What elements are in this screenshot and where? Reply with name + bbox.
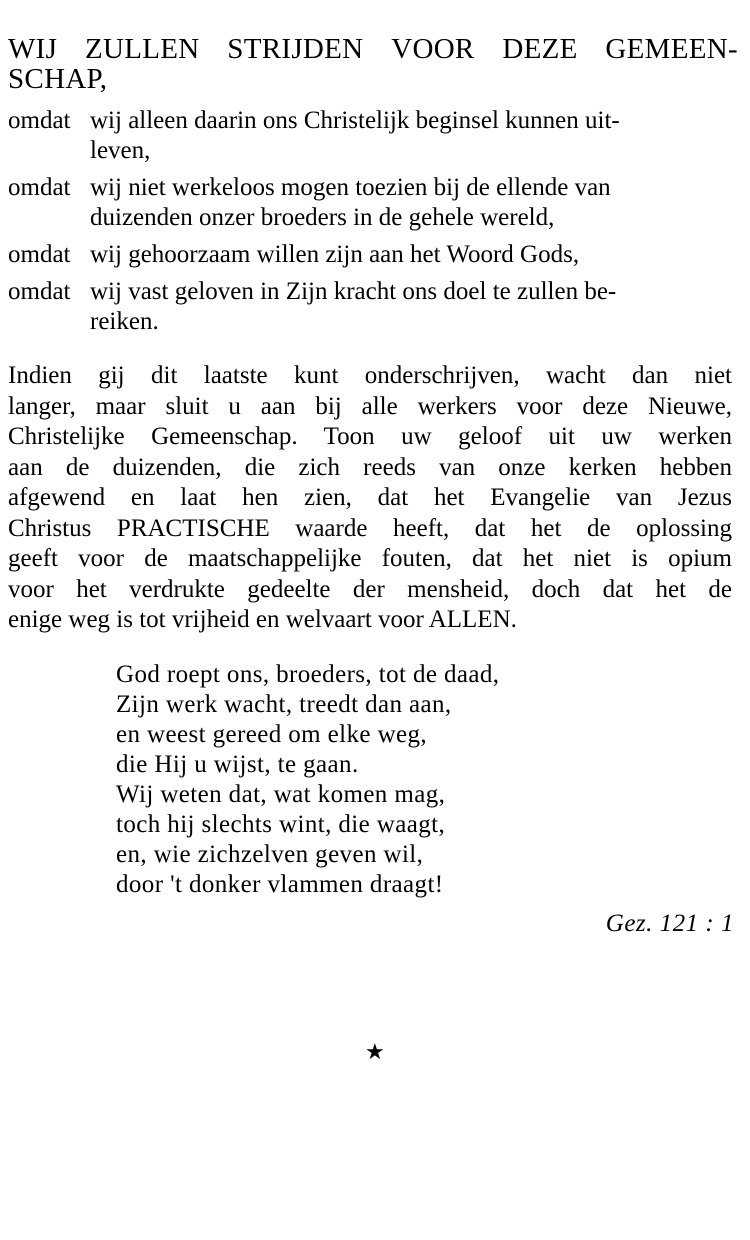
verse-line: en, wie zichzelven geven wil,	[116, 841, 424, 868]
verse-line: door 't donker vlammen draagt!	[116, 871, 444, 898]
reason-text	[90, 277, 734, 337]
paragraph-line: langer, maar sluit u aan bij alle werkers voor deze Nieuwe,	[8, 392, 732, 420]
reason-item	[8, 277, 734, 337]
heading-line-2: SCHAP,	[8, 63, 108, 95]
reason-keyword: omdat	[8, 174, 71, 201]
heading	[8, 34, 738, 94]
body-paragraph	[8, 361, 732, 636]
heading-word: ZULLEN	[84, 33, 200, 65]
paragraph-line: enige weg is tot vrijheid en welvaart voor ALLEN.	[8, 606, 517, 633]
reason-item	[8, 173, 734, 233]
verse-line: die Hij u wijst, te gaan.	[116, 751, 359, 778]
heading-line-1	[8, 34, 738, 64]
reason-keyword: omdat	[8, 241, 71, 268]
reason-item	[8, 106, 734, 166]
reasons-list	[8, 106, 734, 344]
verse-line: en weest gereed om elke weg,	[116, 721, 428, 748]
reason-line: reiken.	[90, 308, 159, 335]
reason-line: wij vast geloven in Zijn kracht ons doel te zullen be-	[90, 278, 617, 305]
paragraph-line: Indien gij dit laatste kunt onderschrijven, wacht dan niet	[8, 362, 732, 389]
paragraph-line: afgewend en laat hen zien, dat het Evangelie van Jezus	[8, 484, 732, 511]
verse-line: toch hij slechts wint, die waagt,	[116, 811, 446, 838]
heading-word: VOOR	[391, 33, 475, 65]
star-ornament-icon: ★	[365, 1039, 385, 1064]
verse-line: Zijn werk wacht, treedt dan aan,	[116, 691, 452, 718]
reason-line: wij niet werkeloos mogen toezien bij de ellende van	[90, 174, 611, 201]
paragraph-line: geeft voor de maatschappelijke fouten, dat het niet is opium	[8, 545, 732, 572]
reason-line: wij alleen daarin ons Christelijk beginsel kunnen uit-	[90, 107, 620, 134]
heading-word: WIJ	[8, 33, 58, 65]
heading-word: DEZE	[502, 33, 578, 65]
reason-line: wij gehoorzaam willen zijn aan het Woord Gods,	[90, 241, 580, 268]
reason-line: duizenden onzer broeders in de gehele wereld,	[90, 204, 555, 231]
reason-text	[90, 106, 734, 166]
verse-line: God roept ons, broeders, tot de daad,	[116, 661, 500, 688]
hymn-source-reference: Gez. 121 : 1	[605, 910, 734, 937]
heading-word: GEMEEN-	[605, 33, 738, 65]
paragraph-line: aan de duizenden, die zich reeds van onze kerken hebben	[8, 453, 732, 481]
reason-keyword: omdat	[8, 107, 71, 134]
heading-word: STRIJDEN	[227, 33, 364, 65]
paragraph-line: Christelijke Gemeenschap. Toon uw geloof uit uw werken	[8, 423, 732, 450]
reason-item	[8, 240, 734, 270]
reason-text	[90, 240, 734, 270]
paragraph-line: Christus PRACTISCHE waarde heeft, dat het de oplossing	[8, 514, 732, 542]
reason-keyword: omdat	[8, 278, 71, 305]
reason-line: leven,	[90, 137, 151, 164]
verse-line: Wij weten dat, wat komen mag,	[116, 781, 446, 808]
reason-text	[90, 173, 734, 233]
hymn-verse	[116, 660, 616, 900]
paragraph-line: voor het verdrukte gedeelte der mensheid, doch dat het de	[8, 575, 732, 603]
